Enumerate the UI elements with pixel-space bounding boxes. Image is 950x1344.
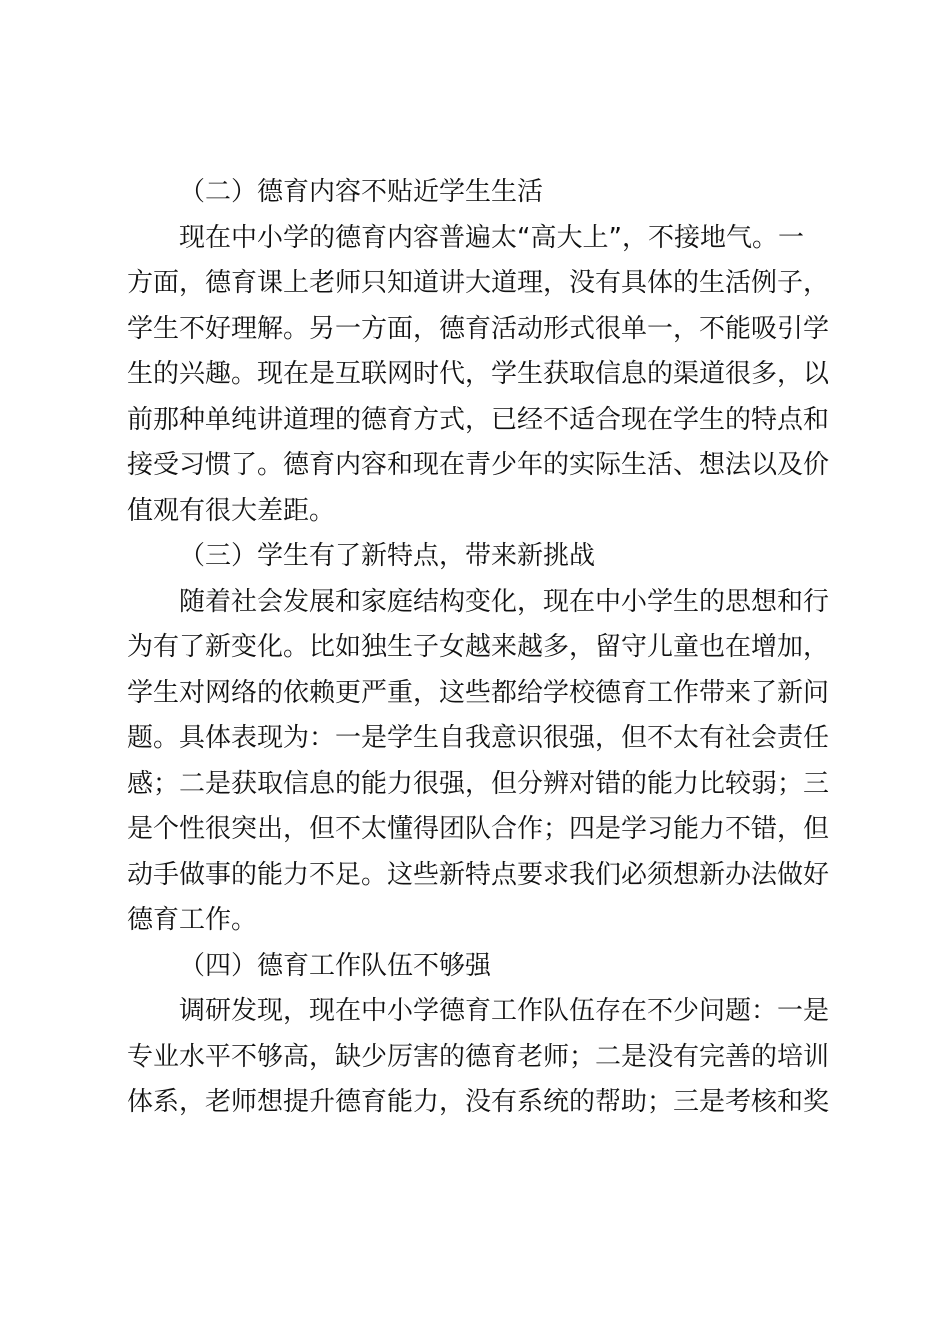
paragraph-line: 题。具体表现为：一是学生自我意识很强，但不太有社会责任 [127, 723, 830, 753]
paragraph-line: 调研发现，现在中小学德育工作队伍存在不少问题：一是 [179, 996, 830, 1026]
paragraph-line: 随着社会发展和家庭结构变化，现在中小学生的思想和行 [179, 586, 830, 617]
section-heading-3: （三）学生有了新特点，带来新挑战 [179, 541, 596, 571]
section-heading-2: （二）德育内容不贴近学生生活 [179, 177, 544, 207]
paragraph-line: 方面，德育课上老师只知道讲大道理，没有具体的生活例子， [127, 268, 830, 298]
paragraph-line: 学生不好理解。另一方面，德育活动形式很单一，不能吸引学 [127, 313, 830, 344]
paragraph-line: 动手做事的能力不足。这些新特点要求我们必须想新办法做好 [127, 859, 830, 890]
document-body [127, 170, 837, 1126]
paragraph-line: 是个性很突出，但不太懂得团队合作；四是学习能力不错，但 [127, 814, 830, 844]
paragraph-line: 感；二是获取信息的能力很强，但分辨对错的能力比较弱；三 [127, 768, 830, 799]
paragraph-line: 现在中小学的德育内容普遍太“高大上”，不接地气。一 [179, 222, 804, 253]
section-heading-4: （四）德育工作队伍不够强 [179, 950, 492, 981]
paragraph-line: 为有了新变化。比如独生子女越来越多，留守儿童也在增加， [127, 632, 830, 662]
paragraph-line: 前那种单纯讲道理的德育方式，已经不适合现在学生的特点和 [127, 404, 830, 435]
paragraph-line: 接受习惯了。德育内容和现在青少年的实际生活、想法以及价 [127, 450, 830, 480]
paragraph-line: 专业水平不够高，缺少厉害的德育老师；二是没有完善的培训 [127, 1041, 830, 1072]
paragraph-line: 德育工作。 [127, 905, 258, 935]
paragraph-line: 体系，老师想提升德育能力，没有系统的帮助；三是考核和奖 [127, 1087, 830, 1117]
paragraph-line: 学生对网络的依赖更严重，这些都给学校德育工作带来了新问 [127, 677, 830, 708]
paragraph-line: 值观有很大差距。 [127, 495, 336, 526]
paragraph-line: 生的兴趣。现在是互联网时代，学生获取信息的渠道很多，以 [127, 359, 830, 389]
